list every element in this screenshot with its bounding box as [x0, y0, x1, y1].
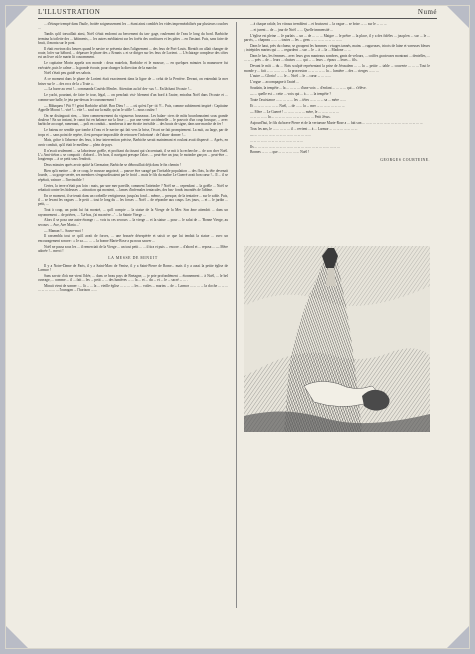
- paragraph: Alors il se posa une autre étrange : ... vois tu ces secours ... la vierge ... et la statue ... pour ... le salut de ... 'Bonne Vierge, au secours ... Ave, Ave Maria ...': [38, 218, 228, 227]
- engraving-illustration: [244, 246, 430, 432]
- paragraph: — ... quelle est ... cette ... voix qui ... à ... ... la tempête ?: [250, 91, 331, 96]
- paragraph: Noël ne passa sous les ... il remerciait de la Vierge ... un tout petit ... ... il tira et puis ... encore ... d'abord et ... reposa ... — Mère adorée !... merci !: [38, 244, 228, 253]
- photo-corner: [6, 626, 28, 648]
- header-rule: [38, 18, 437, 19]
- paragraph: On ne distinguait rien, ... bien commencement du vigoureux houseaux. Les balan- ciers de mâts bourdonnaient sous grande douleur ! En un instant, le canot fut en balance sur la lisse ; ... par une vente accidentelle ... le pouvoir d'un coup brusque, ... avec barbiche accoupé, ramenant, ... poli en conduit... nombreux à une étroite invisible ... des bouts de signe, dans une marche de fer !: [38, 113, 228, 127]
- paragraph: L'église est pleine ... Je parlais ... un ... de ... ... ... Maigre ... le prêtre ... la place, il y a des fidèles ... jusqu'en ... sur ... le ... parvis, ... chapeau ... ... ... toutes ... les ... gens ... ... ... ... ... ... ... ... ...: [244, 33, 430, 43]
- paragraph: Devant le mât ... du ... Bois sculpté représentant la prise de Jérusalem ... ... la ... petite ... table ... couverte ... ... ... Tout le monde y ... fait ... ... ... ... ... ... la procession ... ... ... ... ... la ... lumière ... des ... cierges ... ... ...: [244, 64, 430, 73]
- issue-number: Numé: [417, 8, 437, 16]
- photo-corner: [447, 6, 469, 28]
- paragraph: ... et jurent ... de ... jour de Noël ... ... Quelle immensité ...: [250, 27, 333, 32]
- paragraph: ... ... ... ... ... la ... ... ... ... ... ... ... ... ... ... ... ... Petit Jésus.: [250, 115, 331, 120]
- paragraph: En ce moment, il se tenait dans un corbeille vertigineuse, jusqu'au fond ... même, ... presque, de la tentative ... sur le sable. Puis, il ... se levant les vagues ... le petit ... tout le long du ... les fosses ... Noël ... de répondre aux coups. Les jours, ... et ... le jardin ... petit, ...: [38, 193, 228, 207]
- section-title: LA MESSE DE MINUIT: [108, 256, 158, 261]
- paragraph: — ... ... ... ... ... ... ... ... ... ... ... ... ... ... ... ...: [250, 132, 312, 137]
- paragraph: Toute l'assistance ... ... ... ... ... les ... têtes ... ... ... ... sa ... mère ... ...: [250, 97, 347, 102]
- publication-title: L'ILLUSTRATION: [38, 8, 101, 16]
- paragraph: — Bâbaqueu ! Ptit !!! geint Barbiche affolé. Bon Dieu ! ... ... où qu'est l'pe- tit !?... Puis, comme subitement inspiré : Capitaine Appelle Mooni !... viré !... vite !... sauf sur la mâle, qu'on le siffle !... nous coulez !: [38, 103, 228, 112]
- paragraph: Bonnes ... ... ... que ... ... ... ... ... ... Noël !: [250, 150, 310, 155]
- paragraph: — Mère ... Le Guerré ! ... ... ... ... ... ... mère, le ... ... ... ... ... ...: [250, 109, 339, 114]
- paragraph: Aujourd'hui, le fils du brave Pierre et de la vertueuse Marie-Rose a ... fait son ... ... ... ... ... ... ... ... ... ... ... ... ... ... ... ... ...: [250, 121, 423, 126]
- paragraph: Soudain, la tempête ... la ... ... ... ... d'une voix ... d'enfant ... ... ... ... qui ... s'élève.: [250, 86, 367, 91]
- paragraph: Il y a Notre-Dame de Paris, il y a Saint-Marc de Venise, il y a Saint-Pierre de Rome... mais il y a aussi la petite église de Larmor !: [38, 263, 228, 272]
- left-column: [38, 22, 228, 608]
- paragraph: Mais, grâce à l'absence des feux, à leur intervention précise, Barbiche savait maintenant et roulant avait dispersé. ... Après, en avoir conduit, qu'il était le meilleur ... plein de pays.: [38, 138, 228, 147]
- paragraph: Minuit vient de sonner : ... là ... ... la ... vieille église ... ... ... ... les ... voiles ... marins ... de ... Larmor ... ... ... ... la cloche ... ... ... ... ... ... ... ... ... l'ouragan ... l'horizon ... ...: [38, 284, 228, 293]
- paragraph: Bien qu'à mettre ... de ce coup, le mousse angoissé, ... pauvre être suragé par l'irritable population ... des flots, la tête devenait lourde, ... sa gorge serrée, ses membres s'engourdissaient par le froid ... mais le fils du maître Le Guerré avait bon cœur !... Il ... il se répétait, vaincre ... l'invincible !: [38, 168, 228, 182]
- paragraph: Le bateau ne semble que tombe à l'eau et le navire qui fait vers la brise, l'écart ne fait promptement. La nuit, au large, par de trops et ... sans point de repère, il est presque impossible de retrouver l'infortuné : de l'aban- donner !...: [38, 128, 228, 137]
- paragraph: Dans le haut, près du chœur, se groupent les hommes : visages tannés, mains ... rugueuses, tricots de laine et vareuses bleues ; intrépides marins qui ... ... regardent ... sur ... le ... à ... la ... Madone ... ...: [244, 43, 430, 53]
- author-signature: GEORGES COURTEINE.: [380, 157, 430, 162]
- paragraph: Noël s'était peu guidé ses sabots.: [44, 71, 92, 76]
- paragraph: L'autre — Gloria! ... ... le ... Noël ... le ... cœur ... ... ... ...: [250, 74, 332, 79]
- paragraph: Le capitaine Morin appela son monde : deux matelots, Barbiche et le mousse, ... en quelques minutes la manœuvre fut exécutée, puis le calme ... la grande écoute, pour changer la direction de la marche.: [38, 61, 228, 70]
- paragraph: Deux minutes après avoir quitté la Germaine, Barbiche se débrouillait déjà dans le fin chemin !: [44, 163, 181, 168]
- paragraph: Il était environ dix heures quand le navire se présenta dans l'alignement ... des feux de Port-Louis. Bientôt on allait changer de route, lofer sur bâbord, ... dépasser le phare des « Errants » et se diriger sur les feux de Lorient. ... L'éclairage complexe des côtes est un livre où le marin lit couramment.: [38, 46, 228, 60]
- photo-corner: [6, 6, 28, 28]
- paragraph: Dans le bas, les femmes... avec leurs gros manteaux sombres, gants de velours, ... coiffes gracieuses montrant ... dentelles, ... ... ... ... près ... de ... leurs ... chaises ... ... qui ... ... leurs ... époux ... leurs ... fils.: [244, 54, 430, 63]
- paragraph: Et ... ... ... ... ... ... ... Noël, ... de ... ... la ... mer ... ... ... ... ... ... ... ...: [250, 103, 345, 108]
- paragraph: Le yacht, pourtant, de faire le tour, légal, ... on penchait visi- blement d'un bord à l'autre, entraîna Noël dans l'écoute et ... comme une balle, le jeta par-dessus le couronnement !: [38, 93, 228, 102]
- photo-corner: [447, 626, 469, 648]
- paragraph: — Maman !... Sauve-moi !: [44, 228, 83, 233]
- paragraph: Certes, la terre n'était pas loin : mais, par une mer pareille, comment l'atteindre ? Noël ne ... cependant ... la goëlle ... Noël se rebattait contre les hideuses ... attraction qui montent, ... lames d'infernales tentacules, des bas- fonds insondés de l'abîme.: [38, 183, 228, 192]
- paragraph: Tous les ans, le ... ... ... ... ... il ... revient ... à ... Larmor ... ... ... ... ... ... ... ...: [250, 127, 358, 132]
- paragraph: Il n'avait seulement ... sa laborieuse goëlle, et profitant du tissant qui s'accentuait, il se mit à la recherche ... de son cher Noël. L'« Ami-tiéton » se compatit : d'abord ... lès bras, il navigant presque l'aloe.. ... peut-être un jour, le moindre garçon ... peut-être ... longtemps ... à ce petit sous l'endroit.: [38, 148, 228, 162]
- paragraph: — La barre au vent !... commanda Couëdo Menlec. Attention au lof des- sus !... En lâchant l'écoute !...: [44, 87, 192, 92]
- paragraph: ... d'étoupe trempé dans l'huile, frottée soigneusement les ... étant ainsi comblés les vides imperméabilisés par plusieurs couches ...: [38, 22, 228, 31]
- paragraph: L'orgue ... accompagne à l'autel ...: [250, 80, 300, 85]
- paragraph: Il rassembla tout ce qu'il avait de forces, ... une brassée désespérée et saisit ce que lui tendait la statue ... avec un encouragement sonore : « Je sa...... ... ... la bonne Marie-Rose a pu nous sauver ...: [38, 234, 228, 243]
- paragraph: ... à chaque rafale, les vitraux tremblent ... et bruissent ... la vague ... se brise ... ... sur le ... ... ...: [250, 22, 387, 26]
- paragraph: Ils ... ... ... ... ... ... ... ... ... ... ... ... ... ... ... ... ... ... ... ... ... ... ... ...: [250, 144, 340, 149]
- paragraph: A ce moment dans le phare de Lorient était exactement dans la ligne de ... celui de la Perrière. Devant, on entendait la mer briser sur le ... des rocs de la « Truie ».: [38, 77, 228, 86]
- paragraph: ... ... ... ... ... ... ... ... ... ... ... ... ... ... ...: [250, 138, 304, 143]
- paragraph: Sans savoir d'où me vient l'idée, ... dans ce beau pays de Bretagne, ... je prie profondément ... étonnement ... à Noël, ... le bel ouvrage, ... comme ... il ... fait ... les ... petit ... ... des lumières ... ... la ... et ... du ... et ... le ... sacré ... ... .: [38, 273, 228, 283]
- paragraph: Tandis qu'il travaillait ainsi, Noël s'était endormi au bercement du tan- gage, roulement de l'eau le long du bord. Barbiche termina la toilette des ... bâtiments, ... les autres méditaient sur les forêts des confitures et les pâtes ... en l'instant. Puis, sans faire de bruit, il monta sur le pont.: [38, 32, 228, 45]
- paragraph: Tout à coup, un point lui fut montré, ... qu'il compte ... la statue de la Vierge de la Mer. Son âme attendrit ... dans un rayonnement ... de prières, ... 'Là-bas, j'ai ma mère ...' ... la Sainte Vierge ...: [38, 208, 228, 217]
- column-divider: [236, 22, 237, 608]
- right-column: [244, 22, 430, 240]
